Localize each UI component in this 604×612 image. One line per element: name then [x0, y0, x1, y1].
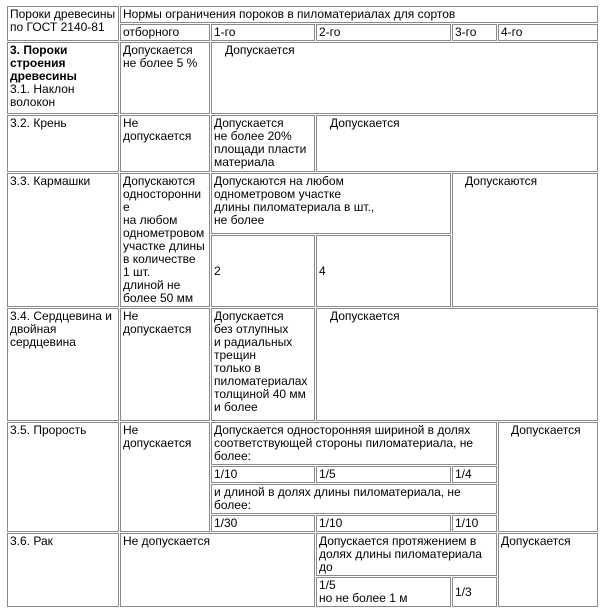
- norm-cell: Допускается не более 5 %: [120, 42, 210, 114]
- norm-value: 2: [211, 235, 315, 307]
- norm-cell: Не допускается: [120, 422, 210, 532]
- table-row: [7, 115, 598, 172]
- grade-header-4: 4-го: [498, 24, 598, 41]
- norm-value: 1/10: [316, 515, 451, 532]
- grade-header-3: 3-го: [452, 24, 497, 41]
- norm-cell: Не допускается: [120, 533, 315, 607]
- norm-cell: Допускаются односторонние на любом однометровом участке длины в количестве 1 шт. длиной не более 50 мм: [120, 173, 210, 307]
- norm-cell: Допускаются: [452, 173, 598, 307]
- norm-value: 1/3: [452, 577, 497, 607]
- norm-cell: Допускается: [498, 533, 598, 607]
- defect-name-cell: 3.6. Рак: [7, 533, 119, 607]
- defects-norms-table: [6, 5, 599, 608]
- norm-cell: Допускается не более 20% площади пласти материала: [211, 115, 315, 172]
- defect-name-cell: 3.3. Кармашки: [7, 173, 119, 307]
- table-row: [7, 173, 598, 234]
- section-title: 3. Пороки строения древесины: [10, 43, 77, 83]
- norm-cell: Допускается: [498, 422, 598, 532]
- defect-name: 3.1. Наклон волокон: [10, 82, 75, 109]
- table-row: [7, 422, 598, 465]
- defect-name-cell: 3.4. Сердцевина и двойная сердцевина: [7, 308, 119, 421]
- table-row: [7, 533, 598, 576]
- norms-header: Нормы ограничения пороков в пиломатериалах для сортов: [120, 6, 598, 23]
- header-row: [7, 6, 598, 23]
- table-row: [7, 308, 598, 421]
- norm-value: 1/5: [316, 466, 451, 483]
- norm-cell: и длиной в долях длины пиломатериала, не более:: [211, 484, 497, 514]
- norm-cell: Допускается: [316, 115, 598, 172]
- norm-cell: Допускается односторонняя шириной в долях соответствующей стороны пиломатериала, не более:: [211, 422, 497, 465]
- grade-header-1: 1-го: [211, 24, 315, 41]
- norm-value: 1/10: [452, 515, 497, 532]
- defect-name-cell: [7, 42, 119, 114]
- norm-cell: Допускаются на любом однометровом участке длины пиломатериала в шт., не более: [211, 173, 451, 234]
- norm-cell: Допускается протяжением в долях длины пиломатериала до: [316, 533, 497, 576]
- norm-value: 1/4: [452, 466, 497, 483]
- grade-header-2: 2-го: [316, 24, 451, 41]
- norm-value: 1/5 но не более 1 м: [316, 577, 451, 607]
- norm-cell: Допускается: [211, 42, 598, 114]
- norm-value: 1/10: [211, 466, 315, 483]
- defects-column-header: Пороки древесины по ГОСТ 2140-81: [7, 6, 119, 41]
- defect-name-cell: 3.2. Крень: [7, 115, 119, 172]
- norm-value: 4: [316, 235, 451, 307]
- table-row: [7, 42, 598, 114]
- norm-cell: Не допускается: [120, 308, 210, 421]
- norm-value: 1/30: [211, 515, 315, 532]
- grade-header-select: отборного: [120, 24, 210, 41]
- defect-name-cell: 3.5. Прорость: [7, 422, 119, 532]
- norm-cell: Допускается без отлупных и радиальных трещин только в пиломатериалах толщиной 40 мм и более: [211, 308, 315, 421]
- norm-cell: Не допускается: [120, 115, 210, 172]
- norm-cell: Допускается: [316, 308, 598, 421]
